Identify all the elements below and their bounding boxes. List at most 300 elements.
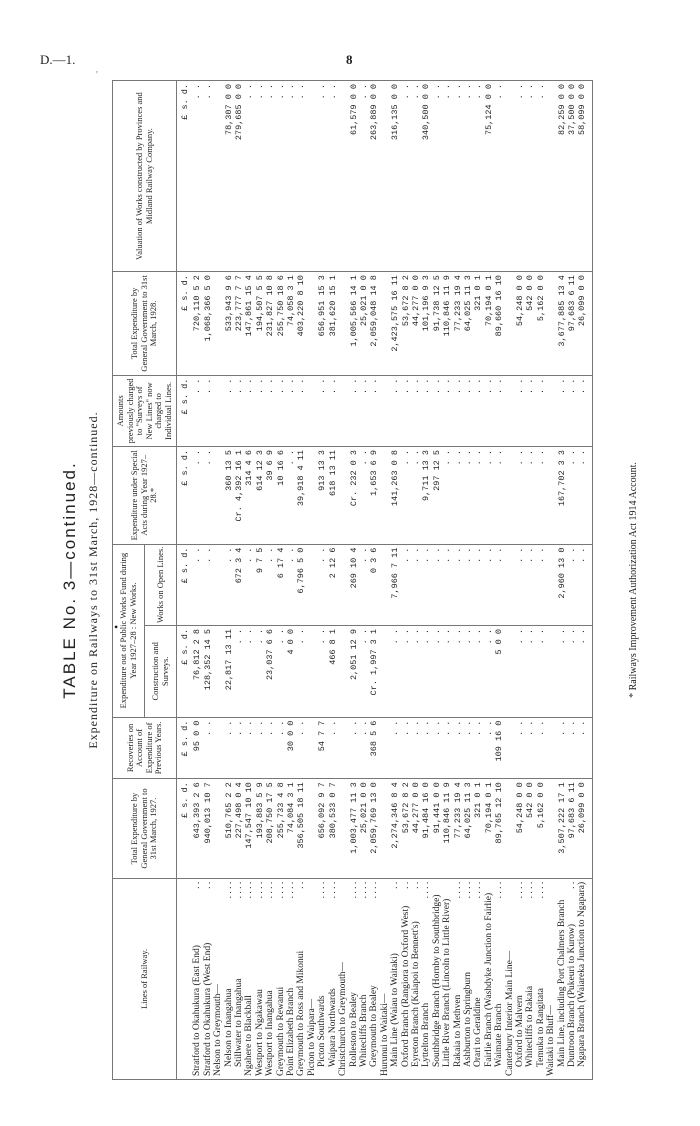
cell-total-1928: 231,827 10 8 bbox=[265, 272, 275, 376]
col-header-lines: Lines of Railway. bbox=[113, 878, 177, 1079]
railway-line-name bbox=[296, 878, 306, 1079]
cell-construction: Cr. 1,997 3 1 bbox=[369, 626, 379, 718]
leader-dots: . . bbox=[400, 881, 411, 889]
cell-recoveries bbox=[546, 717, 556, 779]
railway-line-label: Duntroon Branch (Pukeuri to Kurow) bbox=[567, 923, 578, 1067]
cell-total-1927 bbox=[338, 779, 348, 879]
cell-previously: . . bbox=[286, 375, 296, 446]
cell-open-lines: 269 10 4 bbox=[349, 544, 359, 625]
cell-open-lines: 672 3 4 bbox=[234, 544, 244, 625]
cell-recoveries: . . bbox=[463, 717, 473, 779]
page-mark: ' bbox=[96, 70, 98, 81]
cell-valuation bbox=[546, 81, 556, 272]
cell-open-lines: . . bbox=[494, 544, 504, 625]
cell-special-acts: Cr. 232 0 3 bbox=[349, 447, 359, 545]
leader-dots: . . . . bbox=[515, 881, 525, 899]
cell-construction: . . bbox=[515, 626, 525, 718]
cell-total-1927: 26,099 0 0 bbox=[577, 779, 587, 879]
cell-previously: . . bbox=[432, 375, 442, 446]
cell-valuation: . . bbox=[432, 81, 442, 272]
leader-dots: . . . . bbox=[244, 881, 255, 899]
cell-total-1927: 510,765 2 2 bbox=[224, 779, 234, 879]
cell-total-1928: 25,021 0 0 bbox=[359, 272, 369, 376]
leader-dots: . . . . bbox=[234, 881, 245, 899]
railway-line-label: Main Line (Waiau to Waitaki) bbox=[390, 953, 401, 1067]
cell-special-acts: 39 6 9 bbox=[265, 447, 275, 545]
cell-total-1927: 542 0 0 bbox=[525, 779, 535, 879]
cell-valuation: . . bbox=[296, 81, 306, 272]
cell-open-lines: . . bbox=[432, 544, 442, 625]
cell-open-lines: . . bbox=[536, 544, 546, 625]
railway-line-label: Picton to Waipara— bbox=[306, 998, 317, 1076]
cell-previously: . . bbox=[296, 375, 306, 446]
railway-line-name bbox=[463, 878, 473, 1079]
cell-recoveries: . . bbox=[390, 717, 400, 779]
cell-total-1928: 64,025 11 3 bbox=[463, 272, 473, 376]
cell-total-1927: 77,233 19 4 bbox=[453, 779, 463, 879]
railway-line-name bbox=[265, 878, 275, 1079]
cell-previously: . . bbox=[234, 375, 244, 446]
table-row bbox=[265, 81, 275, 1080]
cell-construction: 22,817 13 11 bbox=[224, 626, 234, 718]
cell-previously: . . bbox=[276, 375, 286, 446]
cell-valuation: . . bbox=[317, 81, 327, 272]
rule-cell bbox=[588, 447, 593, 545]
railway-line-name bbox=[484, 878, 494, 1079]
col-header-previously-charged: Amounts previously charged to "Surveys of New Lines" now charged to Individual Lines. bbox=[113, 375, 177, 446]
cell-valuation bbox=[307, 81, 317, 272]
cell-previously: . . bbox=[421, 375, 431, 446]
rotated-table-page bbox=[60, 80, 650, 1080]
cell-recoveries: . . bbox=[421, 717, 431, 779]
cell-special-acts bbox=[213, 447, 223, 545]
railway-line-name bbox=[307, 878, 317, 1079]
cell-construction: . . bbox=[401, 626, 411, 718]
table-row bbox=[515, 81, 525, 1080]
cell-recoveries: . . bbox=[567, 717, 577, 779]
cell-valuation: . . bbox=[328, 81, 338, 272]
railway-line-label: Whitecliffs Branch bbox=[358, 994, 369, 1067]
cell-recoveries: . . bbox=[401, 717, 411, 779]
cell-total-1927 bbox=[546, 779, 556, 879]
cell-open-lines: 0 3 6 bbox=[369, 544, 379, 625]
cell-open-lines: . . bbox=[567, 544, 577, 625]
cell-total-1928: 3,677,885 13 4 bbox=[557, 272, 567, 376]
cell-total-1928: 720,110 5 2 bbox=[192, 272, 202, 376]
cell-open-lines bbox=[338, 544, 348, 625]
cell-total-1927: 321 0 1 bbox=[473, 779, 483, 879]
cell-open-lines: 6 17 4 bbox=[276, 544, 286, 625]
cell-open-lines: . . bbox=[484, 544, 494, 625]
cell-special-acts: . . bbox=[192, 447, 202, 545]
cell-special-acts: . . bbox=[401, 447, 411, 545]
leader-dots: . . bbox=[410, 881, 421, 889]
cell-total-1927 bbox=[213, 779, 223, 879]
cell-recoveries: 95 0 0 bbox=[192, 717, 202, 779]
table-row bbox=[349, 81, 359, 1080]
cell-total-1928: 1,005,566 14 1 bbox=[349, 272, 359, 376]
units-cell: £ s. d. bbox=[177, 375, 193, 446]
cell-construction: 466 8 1 bbox=[328, 626, 338, 718]
cell-previously: . . bbox=[369, 375, 379, 446]
cell-recoveries bbox=[213, 717, 223, 779]
cell-special-acts: . . bbox=[453, 447, 463, 545]
leader-dots: . . . . bbox=[254, 881, 265, 899]
railway-line-name bbox=[473, 878, 483, 1079]
cell-recoveries: . . bbox=[432, 717, 442, 779]
cell-total-1928: 381,620 15 1 bbox=[328, 272, 338, 376]
cell-valuation bbox=[338, 81, 348, 272]
railway-line-label: Waimate Branch bbox=[494, 1003, 505, 1067]
cell-construction: . . bbox=[255, 626, 265, 718]
cell-total-1927 bbox=[380, 779, 390, 879]
railway-line-name bbox=[515, 878, 525, 1079]
cell-construction: 4 0 0 bbox=[286, 626, 296, 718]
railway-line-label: Oxford Branch (Rangiora to Oxford West) bbox=[400, 905, 411, 1067]
cell-total-1927: 147,547 10 10 bbox=[244, 779, 254, 879]
table-row bbox=[484, 81, 494, 1080]
railway-line-name bbox=[442, 878, 452, 1079]
cell-recoveries: . . bbox=[577, 717, 587, 779]
cell-special-acts bbox=[380, 447, 390, 545]
col-header-construction: Construction and Surveys. bbox=[145, 626, 177, 718]
table-row bbox=[442, 81, 452, 1080]
cell-special-acts: 167,702 3 3 bbox=[557, 447, 567, 545]
cell-open-lines: . . bbox=[224, 544, 234, 625]
col-header-special-acts: Expenditure under Special Acts during Year 1927–28.* bbox=[113, 447, 177, 545]
table-row bbox=[203, 81, 213, 1080]
cell-total-1928: 44,277 0 0 bbox=[411, 272, 421, 376]
table-row bbox=[453, 81, 463, 1080]
cell-recoveries bbox=[307, 717, 317, 779]
cell-special-acts: 9,711 13 3 bbox=[421, 447, 431, 545]
cell-valuation: . . bbox=[494, 81, 504, 272]
cell-recoveries: . . bbox=[473, 717, 483, 779]
table-row bbox=[234, 81, 244, 1080]
railway-line-label: Temuka to Rangitata bbox=[535, 987, 546, 1067]
cell-valuation: 316,135 0 0 bbox=[390, 81, 400, 272]
cell-open-lines bbox=[505, 544, 515, 625]
cell-open-lines: . . bbox=[515, 544, 525, 625]
table-row bbox=[546, 81, 556, 1080]
cell-valuation: . . bbox=[515, 81, 525, 272]
rule-cell bbox=[588, 272, 593, 376]
cell-valuation: . . bbox=[525, 81, 535, 272]
cell-total-1927: 74,084 3 1 bbox=[286, 779, 296, 879]
units-cell: £ s. d. bbox=[177, 717, 193, 779]
railway-line-label: Eyreton Branch (Kaiapoi to Bennett's) bbox=[410, 921, 421, 1067]
leader-dots: . . bbox=[296, 881, 307, 889]
leader-dots: . . . . bbox=[473, 881, 484, 899]
railway-line-name bbox=[411, 878, 421, 1079]
table-row bbox=[192, 81, 202, 1080]
cell-special-acts: . . bbox=[359, 447, 369, 545]
railway-line-name bbox=[286, 878, 296, 1079]
leader-dots: . . . . bbox=[535, 881, 546, 899]
cell-construction: . . bbox=[390, 626, 400, 718]
cell-construction: . . bbox=[421, 626, 431, 718]
leader-dots: . . . . bbox=[421, 881, 432, 899]
cell-total-1928: 2,059,048 14 8 bbox=[369, 272, 379, 376]
cell-total-1928: 101,196 9 3 bbox=[421, 272, 431, 376]
leader-dots: . . . . bbox=[358, 881, 369, 899]
cell-previously: . . bbox=[536, 375, 546, 446]
table-row bbox=[473, 81, 483, 1080]
cell-construction: . . bbox=[234, 626, 244, 718]
leader-dots: . . bbox=[390, 881, 401, 889]
cell-total-1927: 208,750 17 5 bbox=[265, 779, 275, 879]
cell-special-acts bbox=[505, 447, 515, 545]
cell-open-lines: 9 7 5 bbox=[255, 544, 265, 625]
cell-construction: 23,037 6 6 bbox=[265, 626, 275, 718]
cell-recoveries: . . bbox=[525, 717, 535, 779]
cell-total-1928: 321 0 1 bbox=[473, 272, 483, 376]
cell-total-1927: 54,248 0 0 bbox=[515, 779, 525, 879]
cell-total-1927: 5,162 0 0 bbox=[536, 779, 546, 879]
railway-line-label: Ngahere to Blackball bbox=[244, 995, 255, 1076]
cell-valuation: . . bbox=[442, 81, 452, 272]
cell-total-1928: 656,951 15 3 bbox=[317, 272, 327, 376]
railway-line-name bbox=[224, 878, 234, 1079]
railway-line-label: Nelson to Greymouth— bbox=[213, 984, 224, 1076]
cell-valuation: 340,500 0 0 bbox=[421, 81, 431, 272]
cell-total-1927: 2,059,769 13 0 bbox=[369, 779, 379, 879]
cell-construction: . . bbox=[453, 626, 463, 718]
cell-recoveries: . . bbox=[224, 717, 234, 779]
cell-previously: . . bbox=[484, 375, 494, 446]
cell-valuation: . . bbox=[453, 81, 463, 272]
leader-dots: . . bbox=[567, 881, 578, 889]
table-row bbox=[276, 81, 286, 1080]
cell-total-1927: 110,846 11 9 bbox=[442, 779, 452, 879]
cell-construction: . . bbox=[473, 626, 483, 718]
cell-total-1928 bbox=[380, 272, 390, 376]
cell-special-acts: 1,653 6 9 bbox=[369, 447, 379, 545]
railway-line-label: Point Elizabeth Branch bbox=[286, 987, 297, 1076]
cell-valuation: . . bbox=[265, 81, 275, 272]
railway-line-label: Waitaki to Bluff— bbox=[546, 1005, 557, 1076]
cell-total-1927: 227,498 0 4 bbox=[234, 779, 244, 879]
cell-recoveries bbox=[380, 717, 390, 779]
cell-recoveries: . . bbox=[557, 717, 567, 779]
cell-valuation: . . bbox=[463, 81, 473, 272]
table-row bbox=[421, 81, 431, 1080]
leader-dots: . . . . bbox=[275, 881, 286, 899]
cell-total-1928: 403,220 8 10 bbox=[296, 272, 306, 376]
cell-valuation: 263,889 0 0 bbox=[369, 81, 379, 272]
cell-valuation bbox=[213, 81, 223, 272]
cell-recoveries: 30 0 0 bbox=[286, 717, 296, 779]
cell-total-1928 bbox=[213, 272, 223, 376]
col-header-valuation: Valuation of Works constructed by Provinces and Midland Railway Company. bbox=[113, 81, 177, 272]
cell-special-acts bbox=[546, 447, 556, 545]
table-title: TABLE No. 3—continued. bbox=[60, 461, 79, 699]
cell-valuation bbox=[380, 81, 390, 272]
cell-total-1927: 2,274,346 8 4 bbox=[390, 779, 400, 879]
table-row bbox=[411, 81, 421, 1080]
cell-special-acts: . . bbox=[577, 447, 587, 545]
cell-total-1928: 147,861 15 4 bbox=[244, 272, 254, 376]
cell-construction bbox=[546, 626, 556, 718]
cell-construction: . . bbox=[317, 626, 327, 718]
cell-total-1928: 77,233 19 4 bbox=[453, 272, 463, 376]
rule-cell bbox=[588, 544, 593, 625]
cell-previously: . . bbox=[401, 375, 411, 446]
cell-special-acts: 913 13 3 bbox=[317, 447, 327, 545]
cell-valuation: . . bbox=[411, 81, 421, 272]
page-number: 8 bbox=[346, 52, 353, 67]
cell-construction: . . bbox=[463, 626, 473, 718]
cell-valuation: . . bbox=[536, 81, 546, 272]
units-cell: £ s. d. bbox=[177, 779, 193, 879]
railway-line-name bbox=[244, 878, 254, 1079]
cell-open-lines: . . bbox=[244, 544, 254, 625]
cell-total-1927 bbox=[307, 779, 317, 879]
cell-total-1928: 97,683 6 11 bbox=[567, 272, 577, 376]
cell-recoveries: . . bbox=[234, 717, 244, 779]
cell-construction bbox=[338, 626, 348, 718]
cell-total-1928: 110,846 11 9 bbox=[442, 272, 452, 376]
cell-recoveries: 109 16 0 bbox=[494, 717, 504, 779]
cell-special-acts: 297 12 5 bbox=[432, 447, 442, 545]
cell-total-1928: 70,194 0 1 bbox=[484, 272, 494, 376]
cell-construction bbox=[505, 626, 515, 718]
cell-construction: . . bbox=[442, 626, 452, 718]
cell-special-acts: . . bbox=[286, 447, 296, 545]
railway-line-label: Nelson to Inangahua bbox=[223, 988, 234, 1067]
cell-valuation: 82,259 0 0 bbox=[557, 81, 567, 272]
cell-total-1927: 1,003,477 11 3 bbox=[349, 779, 359, 879]
railway-line-name bbox=[338, 878, 348, 1079]
cell-total-1928 bbox=[338, 272, 348, 376]
railway-line-name bbox=[401, 878, 411, 1079]
table-bottom-rule bbox=[588, 81, 593, 1080]
cell-previously: . . bbox=[349, 375, 359, 446]
cell-construction bbox=[213, 626, 223, 718]
table-row bbox=[328, 81, 338, 1080]
cell-construction: . . bbox=[536, 626, 546, 718]
cell-construction: . . bbox=[244, 626, 254, 718]
leader-dots: . . . . bbox=[525, 881, 536, 899]
cell-special-acts bbox=[338, 447, 348, 545]
table-row bbox=[255, 81, 265, 1080]
table-row bbox=[224, 81, 234, 1080]
cell-valuation: . . bbox=[473, 81, 483, 272]
railway-line-label: Westport to Inangahua bbox=[265, 990, 276, 1076]
cell-construction: . . bbox=[557, 626, 567, 718]
cell-special-acts: Cr. 4,392 16 1 bbox=[234, 447, 244, 545]
railway-line-label: Westport to Ngakawau bbox=[254, 989, 265, 1076]
cell-special-acts: 10 16 6 bbox=[276, 447, 286, 545]
rule-cell bbox=[588, 81, 593, 272]
cell-open-lines: 2 12 6 bbox=[328, 544, 338, 625]
cell-recoveries: . . bbox=[359, 717, 369, 779]
cell-recoveries bbox=[338, 717, 348, 779]
cell-total-1927: 356,505 18 11 bbox=[296, 779, 306, 879]
cell-previously: . . bbox=[567, 375, 577, 446]
cell-total-1927: 3,507,222 17 1 bbox=[557, 779, 567, 879]
cell-construction: 76,812 2 8 bbox=[192, 626, 202, 718]
table-row bbox=[296, 81, 306, 1080]
cell-recoveries bbox=[505, 717, 515, 779]
cell-recoveries: . . bbox=[244, 717, 254, 779]
table-subtitle: Expenditure on Railways to 31st March, 1928—continued. bbox=[86, 411, 100, 749]
cell-recoveries: 54 7 7 bbox=[317, 717, 327, 779]
cell-total-1927: 91,441 0 0 bbox=[432, 779, 442, 879]
cell-previously: . . bbox=[515, 375, 525, 446]
cell-valuation: 279,685 0 0 bbox=[234, 81, 244, 272]
units-cell: £ s. d. bbox=[177, 626, 193, 718]
cell-valuation: . . bbox=[401, 81, 411, 272]
cell-construction: 5 0 0 bbox=[494, 626, 504, 718]
cell-total-1928: 53,672 8 2 bbox=[401, 272, 411, 376]
cell-open-lines: 7,966 7 11 bbox=[390, 544, 400, 625]
railway-line-name bbox=[567, 878, 577, 1079]
cell-previously: . . bbox=[390, 375, 400, 446]
cell-total-1927: 193,883 5 9 bbox=[255, 779, 265, 879]
cell-special-acts: . . bbox=[536, 447, 546, 545]
table-row bbox=[390, 81, 400, 1080]
cell-open-lines: . . bbox=[463, 544, 473, 625]
table-row bbox=[525, 81, 535, 1080]
leader-dots: . . . . bbox=[348, 881, 359, 899]
cell-total-1927: 70,194 0 1 bbox=[484, 779, 494, 879]
cell-recoveries: . . bbox=[255, 717, 265, 779]
cell-previously: . . bbox=[328, 375, 338, 446]
cell-previously: . . bbox=[255, 375, 265, 446]
table-body bbox=[177, 81, 593, 1080]
cell-open-lines: . . bbox=[525, 544, 535, 625]
rule-cell bbox=[588, 717, 593, 779]
railway-line-label: Waipara Northwards bbox=[327, 988, 338, 1067]
railway-line-label: Main Line, including Port Chalmers Branch bbox=[556, 899, 567, 1067]
cell-recoveries: . . bbox=[453, 717, 463, 779]
cell-total-1928: 255,750 18 6 bbox=[276, 272, 286, 376]
cell-valuation: . . bbox=[203, 81, 213, 272]
cell-construction: 128,352 14 5 bbox=[203, 626, 213, 718]
cell-total-1928: 91,738 12 5 bbox=[432, 272, 442, 376]
cell-previously: . . bbox=[494, 375, 504, 446]
railway-line-name bbox=[203, 878, 213, 1079]
cell-total-1928: 1,068,366 5 0 bbox=[203, 272, 213, 376]
leader-dots: . . . . bbox=[327, 881, 338, 899]
cell-total-1927: 64,025 11 3 bbox=[463, 779, 473, 879]
railway-line-label: Lyttelton Branch bbox=[421, 1002, 432, 1067]
cell-recoveries: . . bbox=[203, 717, 213, 779]
cell-construction: 2,051 12 9 bbox=[349, 626, 359, 718]
cell-previously bbox=[546, 375, 556, 446]
cell-previously bbox=[307, 375, 317, 446]
railway-line-name bbox=[213, 878, 223, 1079]
page-dot: • bbox=[114, 620, 119, 634]
cell-special-acts: 360 13 5 bbox=[224, 447, 234, 545]
cell-open-lines: . . bbox=[421, 544, 431, 625]
rule-cell bbox=[588, 375, 593, 446]
table-row bbox=[463, 81, 473, 1080]
cell-previously: . . bbox=[203, 375, 213, 446]
table-row bbox=[494, 81, 504, 1080]
leader-dots: . . . . bbox=[462, 881, 473, 899]
cell-special-acts: . . bbox=[494, 447, 504, 545]
cell-valuation: . . bbox=[276, 81, 286, 272]
cell-previously: . . bbox=[244, 375, 254, 446]
cell-previously: . . bbox=[224, 375, 234, 446]
cell-special-acts: . . bbox=[463, 447, 473, 545]
railway-line-label: Orari to Geraldine bbox=[473, 997, 484, 1067]
cell-construction: . . bbox=[484, 626, 494, 718]
cell-total-1927: 97,683 6 11 bbox=[567, 779, 577, 879]
cell-open-lines: 2,960 13 0 bbox=[557, 544, 567, 625]
